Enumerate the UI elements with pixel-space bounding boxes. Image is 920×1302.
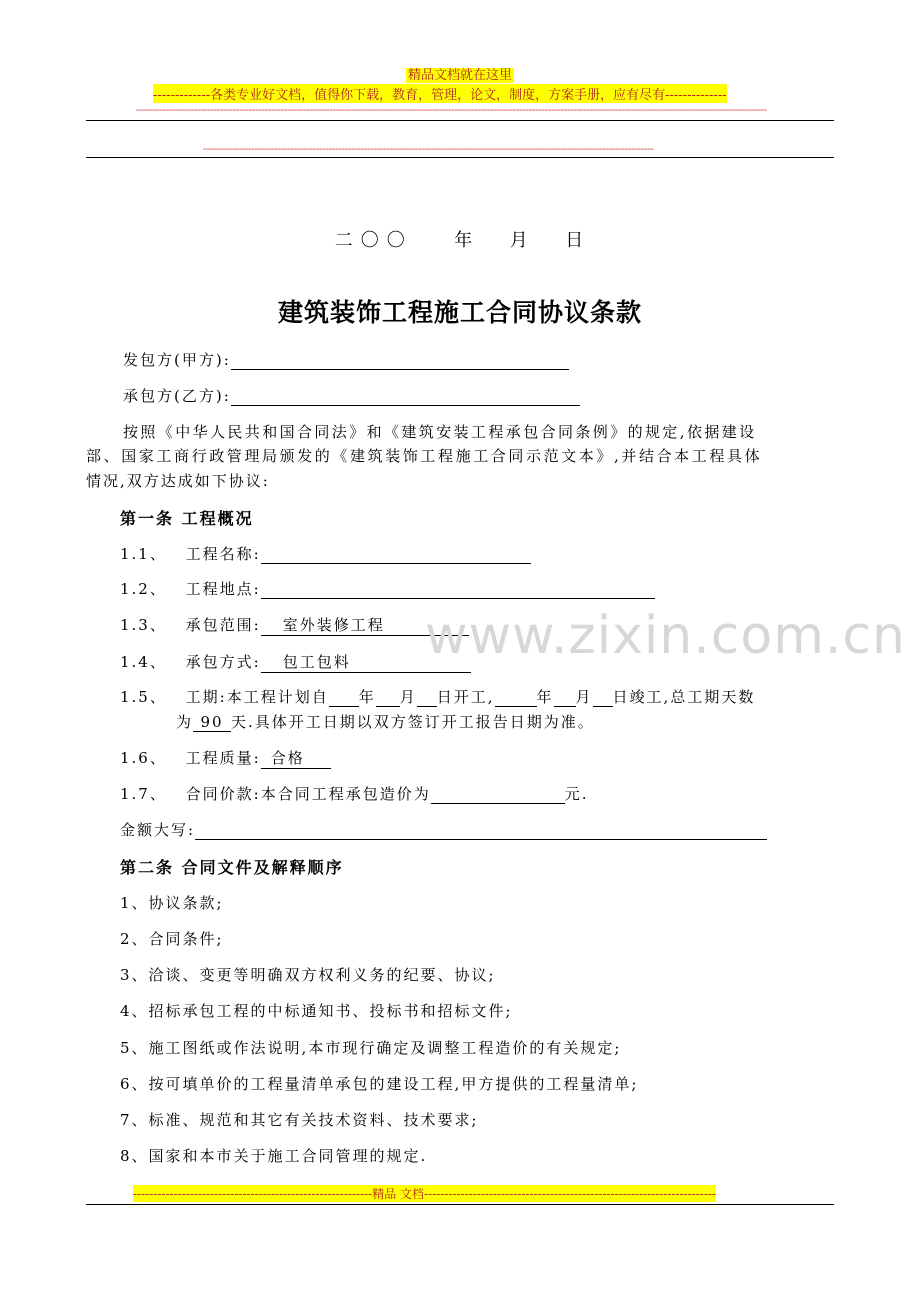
header-dash-line-1: ---------------------------------------------------------------------------------------------------------------------------------------------------------------------------------------------------- [136,103,767,116]
article-1-heading: 第一条 工程概况 [120,509,254,528]
item-1-7-label: 合同价款:本合同工程承包造价为 [185,785,431,803]
item-1-5-line-2 [176,711,595,732]
article-2-item-2: 2、合同条件; [120,930,224,948]
party-b-line [123,385,580,406]
article-2-item-5: 5、施工图纸或作法说明,本市现行确定及调整工程造价的有关规定; [120,1039,622,1057]
end-day-unit: 日竣工,总工期天数 [612,688,756,706]
footer-dashes-right: ------------------------------------------------------------------------ [424,1187,716,1201]
footer-rule [86,1204,834,1205]
end-month-unit: 月 [575,688,593,706]
item-1-6-number: 1.6、 [120,749,167,767]
item-1-7 [120,783,588,804]
header-dash-line-2: -------------------------------------------------------------------------------------------------------------------------------------------- [203,142,654,155]
item-1-6-label: 工程质量: [185,749,261,767]
quality-value: 合格 [261,747,331,769]
end-month-blank[interactable] [554,689,576,707]
party-a-label: 发包方(甲方): [123,351,231,369]
duration-prefix: 为 [176,713,194,731]
project-name-blank[interactable] [261,546,531,564]
item-1-3-label: 承包范围: [185,616,261,634]
duration-days-value: 90 [193,713,231,732]
footer-bar [133,1185,716,1202]
article-2-heading: 第二条 合同文件及解释顺序 [120,858,344,877]
end-year-blank[interactable] [495,689,537,707]
header-rule-1 [86,120,834,121]
start-month-unit: 月 [399,688,417,706]
party-b-blank[interactable] [231,388,580,406]
amount-in-words-label: 金额大写: [120,821,196,839]
item-1-2-number: 1.2、 [120,580,167,598]
contract-method-value: 包工包料 [261,651,471,673]
article-2-item-8: 8、国家和本市关于施工合同管理的规定. [120,1147,428,1165]
article-2-item-1: 1、协议条款; [120,894,224,912]
project-location-blank[interactable] [261,581,655,599]
footer-dashes-left: ----------------------------------------------------------- [133,1187,373,1201]
party-a-blank[interactable] [231,352,569,370]
schedule-label: 工期:本工程计划自 [185,688,329,706]
item-1-3 [120,614,469,636]
duration-suffix: 天.具体开工日期以双方签订开工报告日期为准。 [231,713,595,731]
intro-line-2: 部、国家工商行政管理局颁发的《建筑装饰工程施工合同示范文本》,并结合本工程具体 [86,447,763,465]
item-1-5-line-1 [120,686,755,707]
amount-in-words-blank[interactable] [195,822,767,840]
party-b-label: 承包方(乙方): [123,387,231,405]
date-line [0,226,920,252]
date-month: 月 [509,230,530,251]
header-rule-2 [86,157,834,158]
contract-price-blank[interactable] [431,786,565,804]
item-1-4-label: 承包方式: [185,653,261,671]
item-1-4-number: 1.4、 [120,653,167,671]
contract-scope-value: 室外装修工程 [261,614,469,636]
price-unit: 元. [564,785,589,803]
date-year: 年 [454,230,475,251]
article-2-item-7: 7、标准、规范和其它有关技术资料、技术要求; [120,1111,479,1129]
start-year-unit: 年 [358,688,376,706]
item-1-1-label: 工程名称: [185,545,261,563]
item-1-1-number: 1.1、 [120,545,167,563]
item-1-7-number: 1.7、 [120,785,167,803]
article-2-item-6: 6、按可填单价的工程量清单承包的建设工程,甲方提供的工程量清单; [120,1075,639,1093]
article-2-item-4: 4、招标承包工程的中标通知书、投标书和招标文件; [120,1002,513,1020]
item-1-1 [120,543,531,564]
item-1-6 [120,747,331,769]
item-1-2 [120,578,655,599]
start-month-blank[interactable] [376,689,400,707]
item-1-4 [120,651,471,673]
intro-line-1: 按照《中华人民共和国合同法》和《建筑安装工程承包合同条例》的规定,依据建设 [123,423,757,441]
header-line-2: -------------各类专业好文档，值得你下载，教育，管理，论文，制度，方案手册，应有尽有-------------- [153,84,727,103]
article-2-item-3: 3、洽谈、变更等明确双方权利义务的纪要、协议; [120,966,496,984]
document-title: 建筑装饰工程施工合同协议条款 [277,298,642,327]
item-1-3-number: 1.3、 [120,616,167,634]
item-1-5-number: 1.5、 [120,688,167,706]
date-year-prefix: 二〇〇 [334,230,413,251]
footer-label: 精品 文档 [372,1187,425,1201]
item-1-2-label: 工程地点: [185,580,261,598]
header-slogan: 精品文档就在这里 [407,68,512,83]
intro-line-3: 情况,双方达成如下协议: [86,472,270,490]
amount-in-words-line [120,819,767,840]
watermark: www.zixin.com.cn [425,606,906,666]
end-year-unit: 年 [536,688,554,706]
party-a-line [123,349,569,370]
start-year-blank[interactable] [329,689,359,707]
end-day-blank[interactable] [593,689,613,707]
date-day: 日 [565,230,586,251]
header-line-1 [0,64,920,83]
start-day-blank[interactable] [417,689,437,707]
start-day-unit: 日开工, [436,688,495,706]
